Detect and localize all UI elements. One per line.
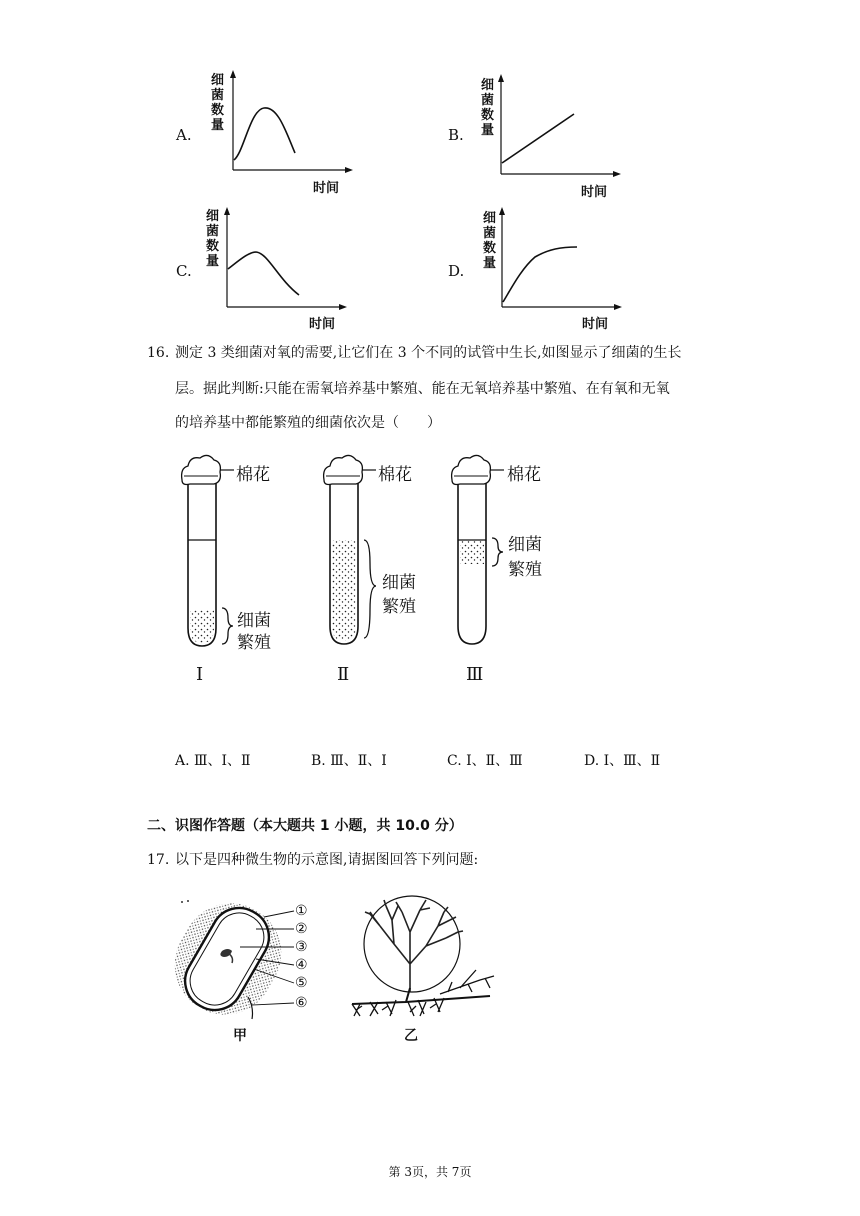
tube-3	[452, 455, 504, 644]
q17-text: 以下是四种微生物的示意图,请据图回答下列问题:	[175, 852, 479, 868]
tube-2-label: Ⅱ	[337, 664, 350, 685]
tube-2	[324, 455, 376, 644]
q16-line-1: 测定 3 类细菌对氧的需要,让它们在 3 个不同的试管中生长,如图显示了细菌的生长	[175, 345, 682, 361]
q16-line-2: 层。据此判断:只能在需氧培养基中繁殖、能在无氧培养基中繁殖、在有氧和无氧	[175, 381, 670, 397]
q16-answer-a[interactable]: A. Ⅲ、Ⅰ、Ⅱ	[175, 753, 251, 769]
option-b-graph	[496, 74, 621, 179]
q16-answer-d[interactable]: D. Ⅰ、Ⅲ、Ⅱ	[584, 753, 661, 769]
tube-2-cotton-label: 棉花	[378, 465, 412, 485]
label-yi: 乙	[404, 1028, 418, 1044]
option-b-ylabel: 细菌数量	[481, 78, 495, 138]
tube-3-label: Ⅲ	[466, 664, 484, 685]
option-c-xlabel: 时间	[309, 317, 336, 332]
option-c-letter: C.	[176, 262, 192, 280]
tube-1-cotton-label: 棉花	[236, 465, 270, 485]
option-d-ylabel: 细菌数量	[483, 211, 497, 271]
option-a-letter: A.	[176, 126, 192, 144]
marker-2: ②	[295, 921, 308, 937]
q16-answer-c[interactable]: C. Ⅰ、Ⅱ、Ⅲ	[447, 753, 523, 769]
q16-number: 16.	[147, 345, 170, 361]
option-b-letter: B.	[448, 126, 464, 144]
marker-1: ①	[295, 903, 308, 919]
option-a-graph	[228, 70, 353, 175]
marker-4: ④	[295, 957, 308, 973]
page-footer: 第 3页，共 7页	[388, 1165, 472, 1179]
option-c-ylabel: 细菌数量	[206, 209, 220, 269]
option-a-xlabel: 时间	[313, 181, 340, 196]
tube-2-bacteria-label-1: 细菌	[382, 573, 416, 593]
tube-3-bacteria-label-2: 繁殖	[508, 560, 542, 580]
option-d-letter: D.	[448, 262, 465, 280]
tube-1-bacteria-label-1: 细菌	[237, 611, 271, 631]
q16-line-3: 的培养基中都能繁殖的细菌依次是（ ）	[175, 415, 441, 431]
q16-answer-b[interactable]: B. Ⅲ、Ⅱ、Ⅰ	[311, 753, 387, 769]
q17-number: 17.	[147, 852, 170, 868]
mold-figure	[340, 892, 500, 1024]
marker-6: ⑥	[295, 995, 308, 1011]
marker-3: ③	[295, 939, 308, 955]
option-d-graph	[497, 207, 622, 312]
label-jia: 甲	[233, 1028, 247, 1044]
option-d-xlabel: 时间	[582, 317, 609, 332]
tube-3-cotton-label: 棉花	[507, 465, 541, 485]
tube-1-bacteria-label-2: 繁殖	[237, 633, 271, 653]
option-b-xlabel: 时间	[581, 185, 608, 200]
tube-1-label: Ⅰ	[196, 664, 204, 685]
tube-1	[182, 455, 234, 646]
option-c-graph	[222, 207, 347, 312]
tube-3-bacteria-label-1: 细菌	[508, 535, 542, 555]
option-a-ylabel: 细菌数量	[211, 73, 225, 133]
tube-2-bacteria-label-2: 繁殖	[382, 597, 416, 617]
marker-5: ⑤	[295, 975, 308, 991]
section-2-title: 二、识图作答题（本大题共 1 小题，共 10.0 分）	[147, 818, 463, 834]
